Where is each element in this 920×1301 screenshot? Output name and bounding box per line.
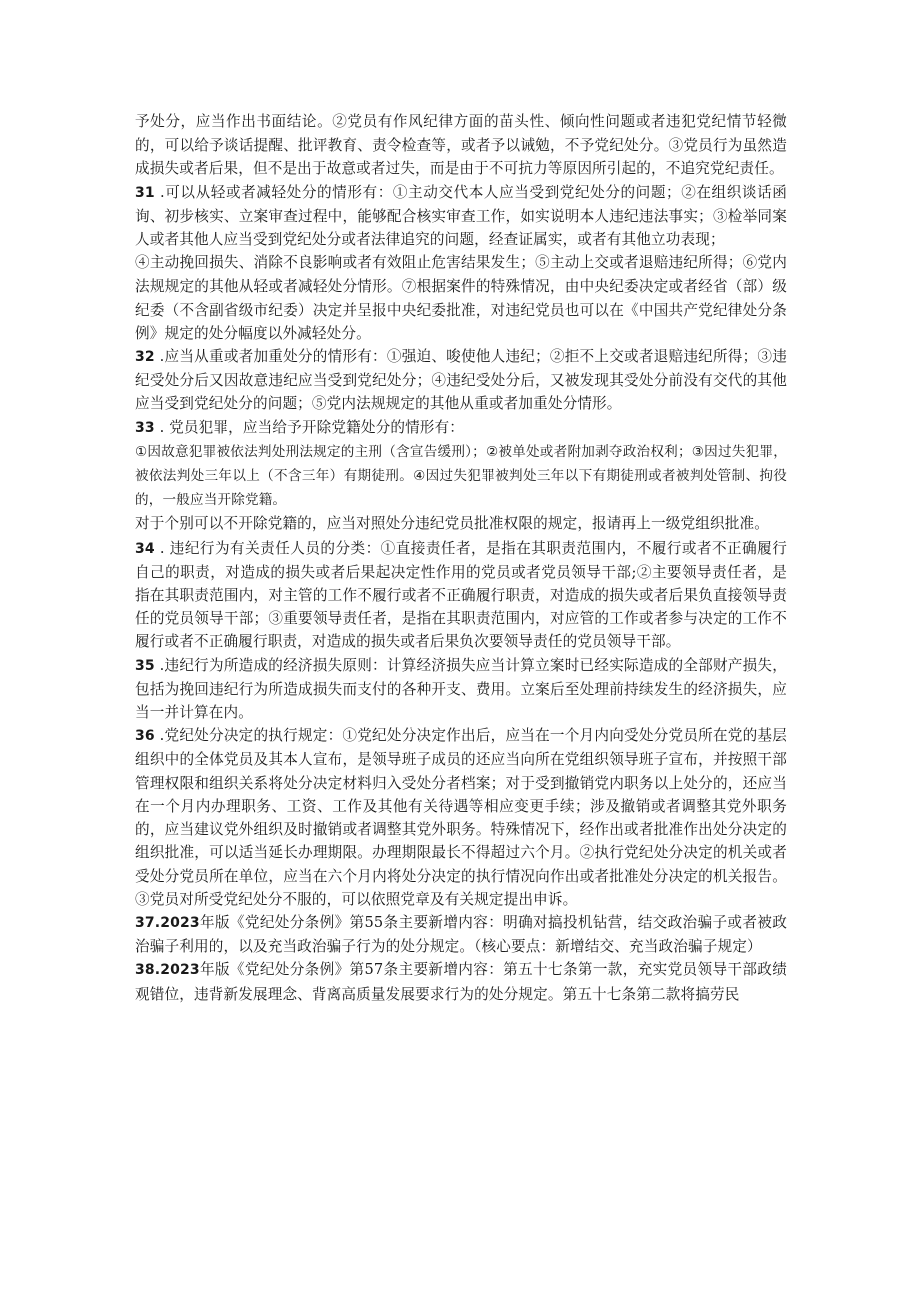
- paragraph-33-list: [135, 440, 787, 513]
- paragraph-text: 对于个别可以不开除党籍的，应当对照处分违纪党员批准权限的规定，报请再上一级党组织批准。: [135, 515, 769, 533]
- paragraph-36: [135, 724, 787, 911]
- paragraph-number: 34: [135, 540, 155, 557]
- paragraph-number: 37.2023: [135, 914, 200, 931]
- paragraph-text: .可以从轻或者减轻处分的情形有：①主动交代本人应当受到党纪处分的问题；②在组织谈话函询、初步核实、立案审查过程中，能够配合核实审查工作，如实说明本人违纪违法事实；③检举同案人或者其他人应当受到党纪处分或者法律追究的问题，经查证属实，或者有其他立功表现；: [135, 183, 787, 249]
- paragraph-33-note: [135, 512, 787, 536]
- paragraph-text: .违纪行为所造成的经济损失原则：计算经济损失应当计算立案时已经实际造成的全部财产损失，包括为挽回违纪行为所造成损失而支付的各种开支、费用。立案后至处理前持续发生的经济损失，应当一并计算在内。: [135, 656, 787, 722]
- paragraph-number: 32: [135, 349, 155, 366]
- paragraph-text: . 党员犯罪，应当给予开除党籍处分的情形有：: [154, 418, 465, 436]
- paragraph-text: 予处分，应当作出书面结论。②党员有作风纪律方面的苗头性、倾向性问题或者违犯党纪情节轻微的，可以给予谈话提醒、批评教育、责令检查等，或者予以诫勉，不予党纪处分。③党员行为虽然造成损失或者后果，但不是出于故意或者过失，而是由于不可抗力等原因所引起的，不追究党纪责任。: [135, 113, 787, 178]
- paragraph-number: 38.2023: [135, 962, 200, 979]
- paragraph-number: 31: [135, 184, 155, 201]
- paragraph-text: .党纪处分决定的执行规定：①党纪处分决定作出后，应当在一个月内向受处分党员所在党的基层组织中的全体党员及其本人宣布，是领导班子成员的还应当向所在党组织领导班子宣布，并按照干部管理权限和组织关系将处分决定材料归入受处分者档案；对于受到撤销党内职务以上处分的，还应当在一个月内办理职务、工资、工作及其他有关待遇等相应变更手续；涉及撤销或者调整其党外职务的，应当建议党外组织及时撤销或者调整其党外职务。特殊情况下，经作出或者批准作出处分决定的组织批准，可以适当延长办理期限。办理期限最长不得超过六个月。②执行党纪处分决定的机关或者受处分党员所在单位，应当在六个月内将处分决定的执行情况向作出或者批准处分决定的机关报告。③党员对所受党纪处分不服的，可以依照党章及有关规定提出申诉。: [135, 727, 787, 908]
- paragraph-number: 36: [135, 728, 155, 745]
- paragraph-35: [135, 654, 787, 725]
- paragraph-37: [135, 911, 787, 958]
- paragraph-38: [135, 958, 787, 1005]
- paragraph-text: 年版《党纪处分条例》第55条主要新增内容：明确对搞投机钻营，结交政治骗子或者被政治骗子利用的，以及充当政治骗子行为的处分规定。（核心要点：新增结交、充当政治骗子规定）: [135, 913, 787, 956]
- paragraph-text: . 违纪行为有关责任人员的分类：①直接责任者，是指在其职责范围内，不履行或者不正确履行自己的职责，对造成的损失或者后果起决定性作用的党员或者党员领导干部;②主要领导责任者，是指在其职责范围内，对主管的工作不履行或者不正确履行职责，对造成的损失或者后果负直接领导责任的党员领导干部；③重要领导责任者，是指在其职责范围内，对应管的工作或者参与决定的工作不履行或者不正确履行职责，对造成的损失或者后果负次要领导责任的党员领导干部。: [135, 539, 787, 651]
- paragraph-33: [135, 416, 787, 440]
- paragraph-31: [135, 181, 787, 252]
- paragraph-1: [135, 110, 787, 181]
- paragraph-34: [135, 537, 787, 654]
- paragraph-text: ④主动挽回损失、消除不良影响或者有效阻止危害结果发生；⑤主动上交或者退赔违纪所得；⑥党内法规规定的其他从轻或者减轻处分情形。⑦根据案件的特殊情况，由中央纪委决定或者经省（部）级纪委（不含副省级市纪委）决定并呈报中央纪委批准，对违纪党员也可以在《中国共产党纪律处分条例》规定的处分幅度以外减轻处分。: [135, 254, 787, 342]
- paragraph-32: [135, 345, 787, 416]
- paragraph-text: .应当从重或者加重处分的情形有：①强迫、唆使他人违纪；②拒不上交或者退赔违纪所得；③违纪受处分后又因故意违纪应当受到党纪处分；④违纪受处分后，又被发现其受处分前没有交代的其他应当受到党纪处分的问题；⑤党内法规规定的其他从重或者加重处分情形。: [135, 348, 787, 413]
- paragraph-number: 35: [135, 657, 155, 674]
- paragraph-text: 年版《党纪处分条例》第57条主要新增内容：第五十七条第一款，充实党员领导干部政绩观错位，违背新发展理念、背离高质量发展要求行为的处分规定。第五十七条第二款将搞劳民: [135, 961, 787, 1003]
- paragraph-31-continued: [135, 251, 787, 345]
- paragraph-number: 33: [135, 419, 155, 436]
- paragraph-text: ①因故意犯罪被依法判处刑法规定的主刑（含宣告缓刑）；②被单处或者附加剥夺政治权利；③因过失犯罪，被依法判处三年以上（不含三年）有期徒刑。④因过失犯罪被判处三年以下有期徒刑或者被判处管制、拘役的，一般应当开除党籍。: [135, 443, 787, 509]
- document-body: [135, 110, 787, 1006]
